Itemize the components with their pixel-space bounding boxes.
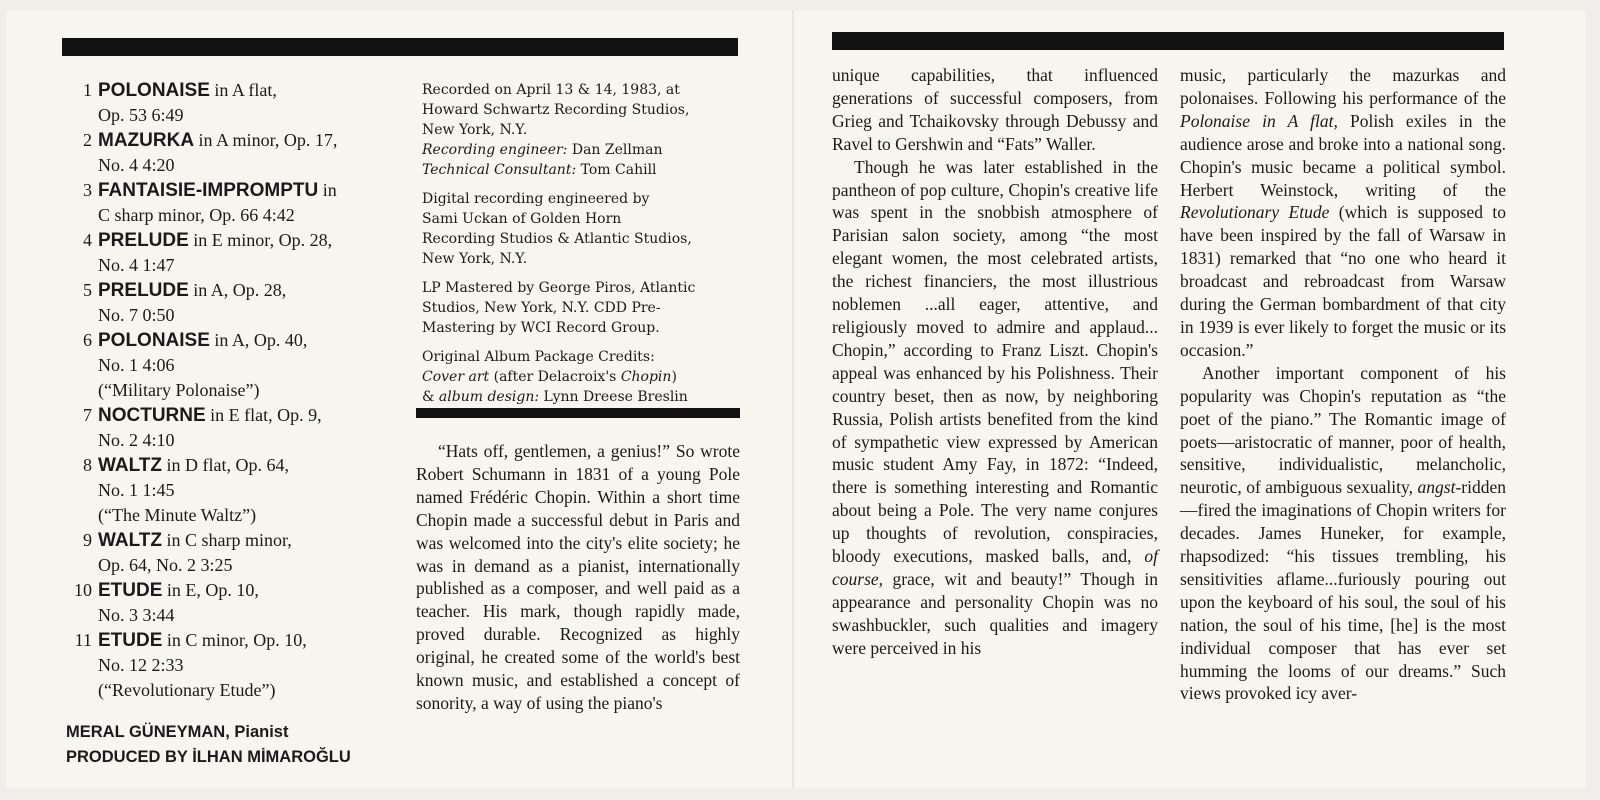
credit-line: Studios, New York, N.Y. CDD Pre- [422,300,661,316]
track-opus-time: No. 7 0:50 [98,305,175,325]
track-title [98,403,406,453]
track-form: ETUDE [98,630,163,651]
track-key: in E, Op. 10, [162,580,259,600]
track-opus-time: No. 2 4:10 [98,430,175,450]
essay-paragraph [1180,362,1506,706]
track-nickname: (“Revolutionary Etude”) [98,680,276,700]
essay-text: grace, wit and beauty!” Though in appearance and personality Chopin was no swashbuckler, such qualities and imagery were perceived in his [832,568,1158,658]
track-key: in C sharp minor, [162,530,292,550]
essay-column-3 [1180,64,1506,705]
track-opus-time: C sharp minor, Op. 66 4:42 [98,205,295,225]
track-title [98,578,406,628]
track-key: in A, Op. 28, [188,280,287,300]
track-number: 8 [83,455,92,475]
credit-value: Tom Cahill [576,162,657,178]
track-opus-time: Op. 64, No. 2 3:25 [98,555,233,575]
track-form: POLONAISE [98,330,210,351]
track-form: MAZURKA [98,130,195,151]
right-page [794,10,1586,788]
credit-line: New York, N.Y. [422,251,528,267]
track-number: 1 [83,80,92,100]
credit-block [422,189,752,269]
track-item [66,128,406,178]
track-key: in C minor, Op. 10, [162,630,307,650]
track-opus-time: No. 12 2:33 [98,655,184,675]
track-number: 7 [83,405,92,425]
track-form: FANTAISIE-IMPROMPTU [98,180,319,201]
essay-paragraph [1180,64,1506,362]
track-title [98,128,406,178]
track-number: 10 [74,580,92,600]
credit-value: Lynn Dreese Breslin [539,389,688,405]
recording-credits [422,80,752,416]
performer-name: MERAL GÜNEYMAN, Pianist [66,723,289,741]
credit-line: Sami Uckan of Golden Horn [422,211,622,227]
track-title [98,628,406,703]
credit-line: Recording Studios & Atlantic Studios, [422,231,692,247]
track-key: in D flat, Op. 64, [162,455,289,475]
essay-text: (which is supposed to have been inspired by the fall of Warsaw in 1831) remarked that “no one who heard it broadcast and rebroadcast from Warsaw during the German bombardment of that city in 1939 is ever likely to forget the music or its occasion.” [1180,202,1506,360]
track-form: PRELUDE [98,230,189,251]
track-opus-time: No. 4 1:47 [98,255,175,275]
credit-label: Recording engineer: [422,142,568,158]
essay-paragraph: “Hats off, gentlemen, a genius!” So wrote Robert Schumann in 1831 of a young Pole named Frédéric Chopin. Within a short time Chopin made a successful debut in Paris and was welcomed into the city's elite society; he was in demand as a pianist, internationally published as a composer, and well paid as a teacher. His mark, though rapidly made, proved durable. Recognized as highly original, he created some of the world's best known music, and established a concept of sonority, a way of using the piano's [416,441,740,713]
credit-title: Chopin [620,369,672,385]
credit-value: ) [671,369,677,385]
essay-emphasis: Revolutionary Etude [1180,202,1330,223]
track-key: in A, Op. 40, [209,330,308,350]
credit-line: Digital recording engineered by [422,191,650,207]
track-number: 2 [83,130,92,150]
track-item [66,178,406,228]
credit-line: Original Album Package Credits: [422,349,655,365]
essay-paragraph [832,156,1158,660]
essay-column-1 [416,440,740,715]
essay-text: Another important component of his popularity was Chopin's reputation as “the poet of the piano.” The Romantic image of poets—aristocratic of manner, poor of health, sensitive, individualistic, melancholic, neurotic, of ambiguous sexuality, [1180,362,1506,498]
track-number: 4 [83,230,92,250]
track-number: 11 [74,630,92,650]
credit-value: & [422,389,439,405]
track-title [98,228,406,278]
rule-bar [832,32,1504,50]
rule-bar [62,38,738,56]
track-item [66,78,406,128]
credit-block [422,278,752,338]
track-title [98,178,406,228]
track-title [98,328,406,403]
essay-text: Though he was later established in the pantheon of pop culture, Chopin's creative life was spent in the snobbish atmosphere of Parisian salon society, among “the most elegant women, the most celebrated artists, the richest financiers, the most illustrious noblemen ...all eager, attentive, and religiously moved to admire and applaud... Chopin,” according to Franz Liszt. Chopin's appeal was enhanced by his Polishness. Their country beset, then as now, by neighboring Russia, Polish artists benefited from the kind of sympathetic view expressed by American music student Amy Fay, in 1872: “Indeed, there is something interesting and Romantic about being a Pole. The very name conjures up thoughts of revolution, conspiracies, bloody executions, masked balls, and, [832,156,1158,567]
track-title [98,528,406,578]
track-form: PRELUDE [98,280,189,301]
track-item [66,453,406,528]
credit-line: Mastering by WCI Record Group. [422,320,660,336]
essay-emphasis: of course, [832,546,1158,589]
essay-text: music, particularly the mazurkas and polonaises. Following his performance of the [1180,65,1506,108]
track-nickname: (“Military Polonaise”) [98,380,260,400]
track-key: in E flat, Op. 9, [205,405,322,425]
track-item [66,328,406,403]
track-key: in E minor, Op. 28, [188,230,333,250]
track-opus-time: Op. 53 6:49 [98,105,184,125]
credit-label: Cover art [422,369,490,385]
track-opus-time: No. 1 1:45 [98,480,175,500]
track-number: 3 [83,180,92,200]
credit-block [422,80,752,180]
track-form: NOCTURNE [98,405,206,426]
credit-line: Howard Schwartz Recording Studios, [422,102,690,118]
track-form: POLONAISE [98,80,210,101]
essay-paragraph: unique capabilities, that influenced generations of successful composers, from Grieg and Tchaikovsky through Debussy and Ravel to Gershwin and “Fats” Waller. [832,65,1158,154]
track-item [66,278,406,328]
track-number: 6 [83,330,92,350]
credit-label: album design: [438,389,540,405]
track-form: WALTZ [98,455,163,476]
track-item [66,228,406,278]
track-number: 5 [83,280,92,300]
track-opus-time: No. 4 4:20 [98,155,175,175]
track-item [66,528,406,578]
track-opus-time: No. 3 3:44 [98,605,175,625]
track-opus-time: No. 1 4:06 [98,355,175,375]
track-title [98,278,406,328]
track-item [66,403,406,453]
essay-column-2 [832,64,1158,660]
credit-value: Dan Zellman [567,142,663,158]
track-key: in [318,180,337,200]
credit-block [422,347,752,407]
credit-value: (after Delacroix's [489,369,621,385]
performer-credits [66,720,351,770]
essay-emphasis: Polonaise in A flat, [1180,110,1338,131]
track-item [66,628,406,703]
track-form: ETUDE [98,580,163,601]
track-item [66,578,406,628]
track-nickname: (“The Minute Waltz”) [98,505,257,525]
credit-line: LP Mastered by George Piros, Atlantic [422,280,696,296]
left-page [6,10,792,788]
credit-line: New York, N.Y. [422,122,528,138]
producer-name: PRODUCED BY İLHAN MİMAROĞLU [66,748,351,766]
credit-label: Technical Consultant: [422,162,577,178]
track-list [66,78,406,703]
rule-bar [416,408,740,418]
credit-line: Recorded on April 13 & 14, 1983, at [422,82,680,98]
track-number: 9 [83,530,92,550]
track-key: in A minor, Op. 17, [194,130,338,150]
track-form: WALTZ [98,530,163,551]
track-title [98,78,406,128]
track-key: in A flat, [209,80,277,100]
essay-text: -ridden—fired the imaginations of Chopin writers for decades. James Huneker, for example, rhapsodized: “his tissues trembling, his sensitivities aflame...furiously pouring out upon the keyboard of his soul, the soul of his nation, the soul of his time, [he] is the most individual composer that has ever set humming the looms of our dreams.” Such views provoked icy aver- [1180,477,1506,704]
track-title [98,453,406,528]
essay-emphasis: angst [1417,477,1456,498]
essay-text: Polish exiles in the audience arose and broke into a national song. Chopin's music became a political symbol. Herbert Weinstock, writing of the [1180,110,1507,200]
